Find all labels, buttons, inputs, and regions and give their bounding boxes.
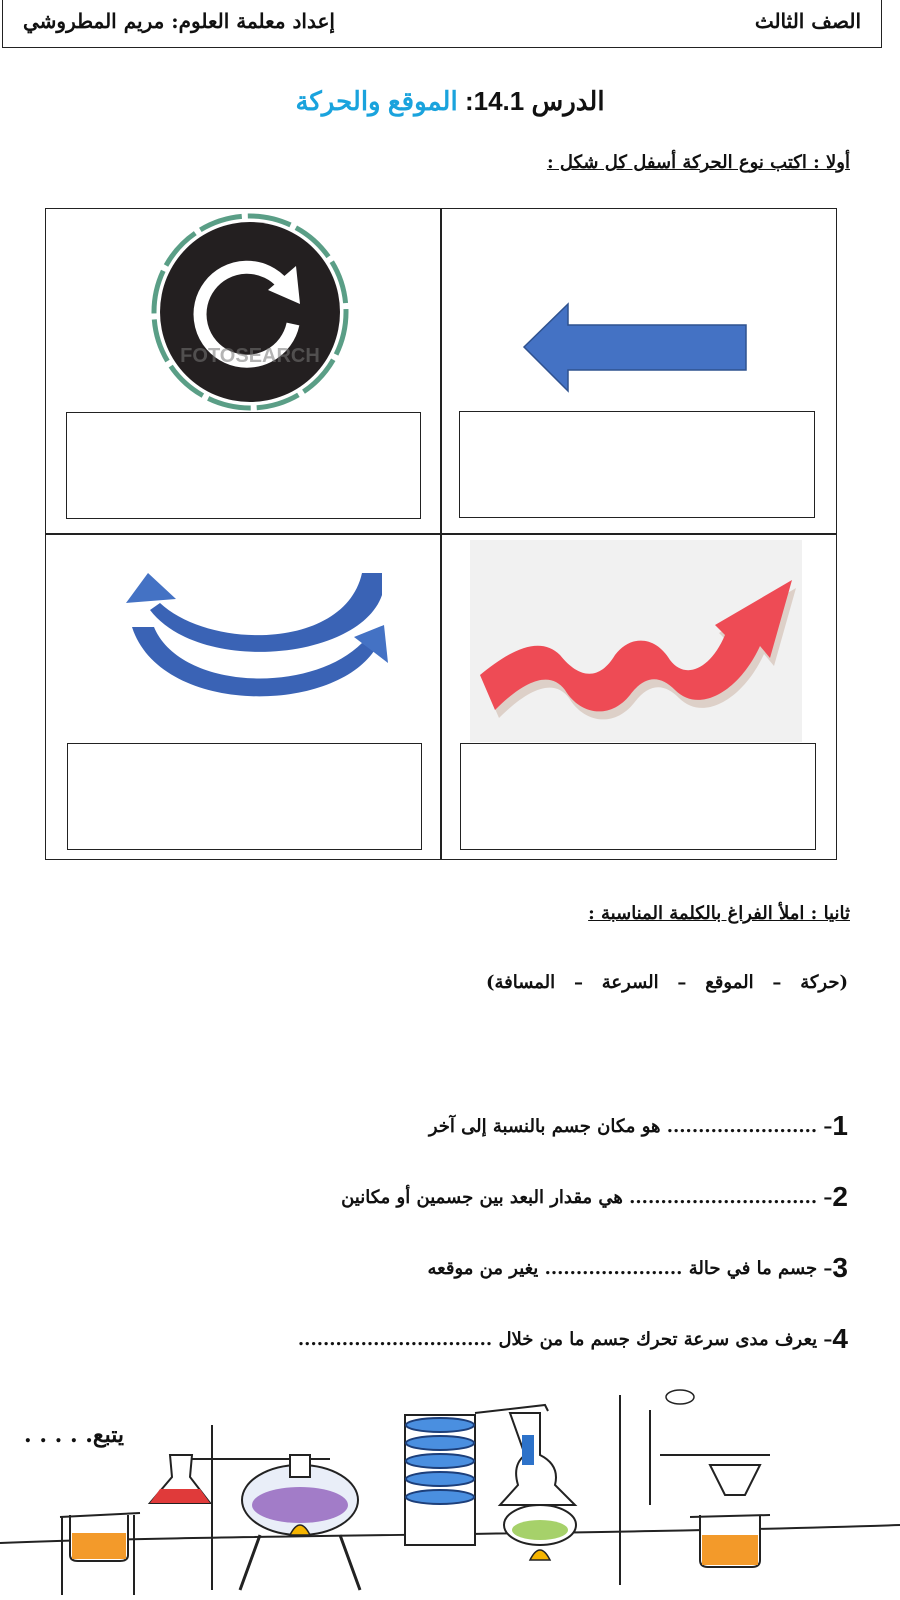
question-number: 1 bbox=[832, 1110, 848, 1141]
question-1 bbox=[429, 1110, 848, 1142]
question-number: 2 bbox=[832, 1181, 848, 1212]
question-text: – .............................. هي مقدار البعد بين جسمين أو مكانين bbox=[341, 1187, 833, 1208]
question-number: 3 bbox=[832, 1252, 848, 1283]
answer-box-back-and-forth[interactable] bbox=[67, 743, 422, 850]
rotation-icon bbox=[150, 212, 350, 412]
grid-divider-horizontal bbox=[45, 533, 837, 535]
question-3 bbox=[428, 1252, 849, 1284]
page-header bbox=[2, 0, 882, 48]
lesson-number: 14.1: bbox=[464, 86, 525, 116]
section1-heading: أولا : اكتب نوع الحركة أسفل كل شكل : bbox=[546, 152, 850, 173]
question-text: – يعرف مدى سرعة تحرك جسم ما من خلال ............................... bbox=[297, 1329, 833, 1350]
answer-box-zigzag[interactable] bbox=[460, 743, 816, 850]
continued-label: يتبع. . . . . bbox=[24, 1422, 125, 1448]
question-2 bbox=[341, 1181, 848, 1213]
answer-box-rotation[interactable] bbox=[66, 412, 421, 519]
prepared-by-label: إعداد معلمة العلوم: مريم المطروشي bbox=[23, 9, 335, 33]
question-text: – جسم ما في حالة ...................... يغير من موقعه bbox=[427, 1258, 833, 1279]
page-title bbox=[0, 86, 900, 117]
back-and-forth-arrows-icon bbox=[120, 565, 395, 715]
grade-label: الصف الثالث bbox=[754, 9, 861, 33]
question-4 bbox=[298, 1323, 848, 1355]
straight-arrow-icon bbox=[520, 300, 750, 395]
lab-equipment-illustration bbox=[0, 1385, 900, 1600]
word-bank: (حركة – الموقع – السرعة – المسافة) bbox=[485, 972, 848, 993]
section2-heading: ثانيا : املأ الفراغ بالكلمة المناسبة : bbox=[588, 903, 850, 924]
watermark-text: FOTOSEARCH bbox=[180, 345, 320, 367]
lesson-name: الموقع والحركة bbox=[295, 86, 458, 116]
question-number: 4 bbox=[832, 1323, 848, 1354]
answer-box-straight[interactable] bbox=[459, 411, 815, 518]
question-text: – ........................ هو مكان جسم بالنسبة إلى آخر bbox=[428, 1116, 833, 1137]
zigzag-arrow-icon bbox=[470, 540, 802, 742]
lesson-prefix: الدرس bbox=[531, 86, 605, 116]
